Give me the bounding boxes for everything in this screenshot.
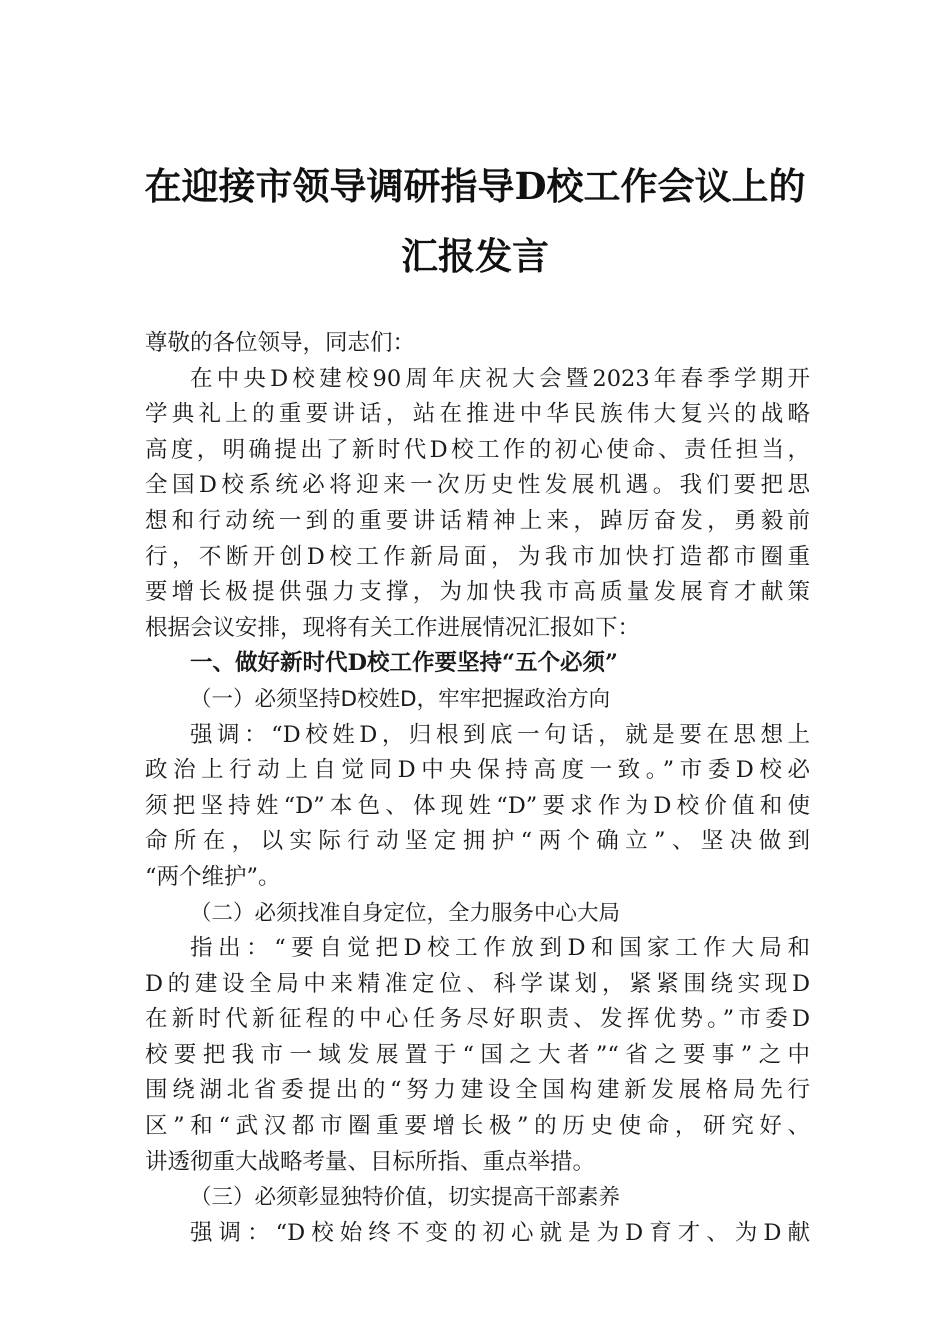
section-heading: 一、做好新时代D校工作要坚持“五个必须” xyxy=(190,650,618,677)
paragraph-line: 政治上行动上自觉同D中央保持高度一致。”市委D校必 xyxy=(145,757,810,784)
subsection-heading: （一）必须坚持D校姓D，牢牢把握政治方向 xyxy=(190,686,611,712)
subsection-heading: （三）必须彰显独特价值，切实提高干部素养 xyxy=(190,1185,621,1211)
paragraph-line: 在新时代新征程的中心任务尽好职责、发挥优势。”市委D xyxy=(145,1006,810,1033)
paragraph-line: 全国D校系统必将迎来一次历史性发展机遇。我们要把思 xyxy=(145,472,810,499)
paragraph-line: 学典礼上的重要讲话，站在推进中华民族伟大复兴的战略 xyxy=(145,401,810,428)
document-title-line-1: 在迎接市领导调研指导D校工作会议上的 xyxy=(144,164,806,208)
document-body xyxy=(145,326,810,1251)
paragraph-line: 区”和“武汉都市圈重要增长极”的历史使命，研究好、 xyxy=(145,1113,810,1140)
paragraph-line: 命所在，以实际行动坚定拥护“两个确立”、坚决做到 xyxy=(145,828,810,855)
paragraph-line: 要增长极提供强力支撑，为加快我市高质量发展育才献策 xyxy=(145,579,810,606)
salutation: 尊敬的各位领导，同志们： xyxy=(145,330,416,356)
paragraph-line: “两个维护”。 xyxy=(145,863,281,890)
paragraph-line: D的建设全局中来精准定位、科学谋划，紧紧围绕实现D xyxy=(145,970,810,997)
paragraph-line: 行，不断开创D校工作新局面，为我市加快打造都市圈重 xyxy=(145,543,810,570)
paragraph-line: 指出：“要自觉把D校工作放到D和国家工作大局和 xyxy=(190,935,810,962)
paragraph-line: 强调：“D校姓D，归根到底一句话，就是要在思想上 xyxy=(190,721,810,748)
paragraph-line: 讲透彻重大战略考量、目标所指、重点举措。 xyxy=(145,1148,596,1175)
paragraph-line: 高度，明确提出了新时代D校工作的初心使命、责任担当， xyxy=(145,436,810,463)
document-title-line-2: 汇报发言 xyxy=(401,234,549,278)
paragraph-line: 校要把我市一域发展置于“国之大者”“省之要事”之中 xyxy=(145,1041,810,1068)
paragraph-line: 根据会议安排，现将有关工作进展情况汇报如下： xyxy=(145,614,641,641)
paragraph-line: 在中央D校建校90周年庆祝大会暨2023年春季学期开 xyxy=(190,365,810,392)
paragraph-line: 想和行动统一到的重要讲话精神上来，踔厉奋发，勇毅前 xyxy=(145,507,810,534)
subsection-heading: （二）必须找准自身定位，全力服务中心大局 xyxy=(190,900,621,926)
paragraph-line: 须把坚持姓“D”本色、体现姓“D”要求作为D校价值和使 xyxy=(145,792,810,819)
paragraph-line: 围绕湖北省委提出的“努力建设全国构建新发展格局先行 xyxy=(145,1077,810,1104)
paragraph-line: 强调：“D校始终不变的初心就是为D育才、为D献 xyxy=(190,1219,810,1246)
